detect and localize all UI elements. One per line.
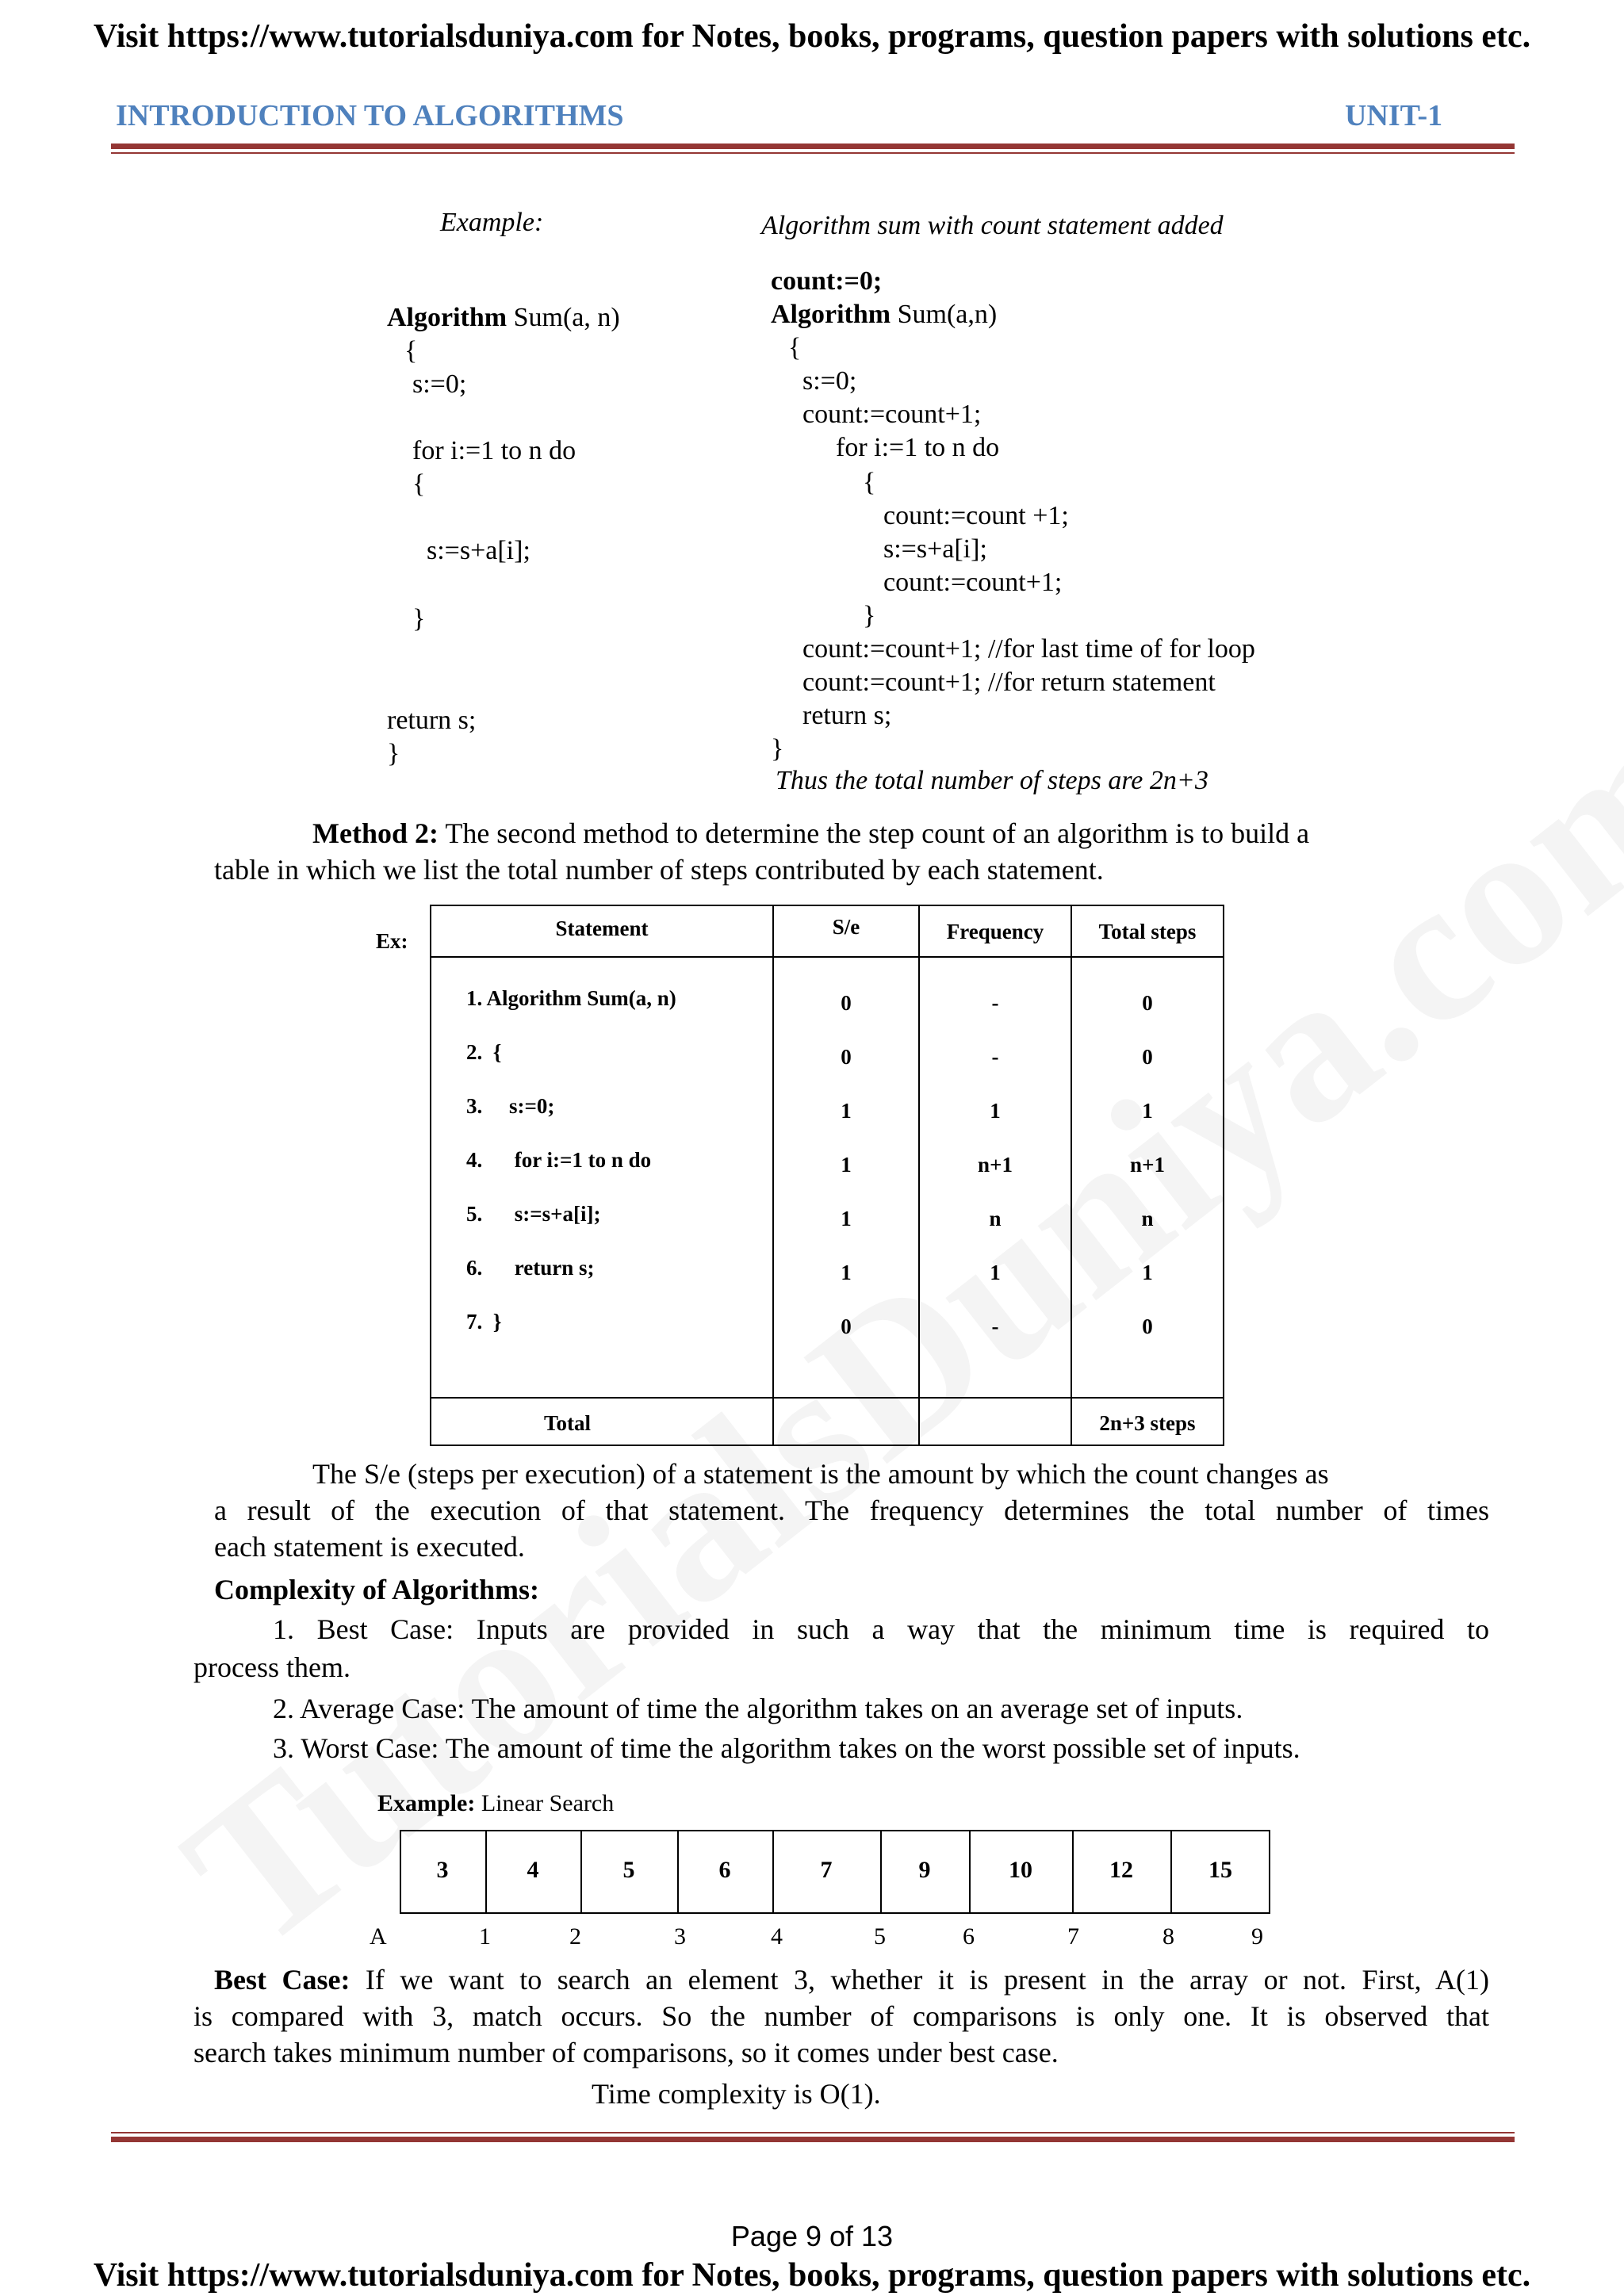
right-code-line-7: count:=count +1; xyxy=(883,501,1069,530)
table-row-statement: 4. for i:=1 to n do xyxy=(466,1148,652,1172)
table-row-total: 1 xyxy=(1142,1099,1153,1123)
array-index-label: 3 xyxy=(674,1923,686,1950)
array-index-label: 6 xyxy=(963,1923,975,1950)
right-code-line-6: { xyxy=(863,468,876,497)
left-code-line-4: for i:=1 to n do xyxy=(412,436,576,465)
table-row-total: 1 xyxy=(1142,1261,1153,1284)
array-cell-value: 12 xyxy=(1109,1857,1133,1883)
complexity-item-1-line-2: process them. xyxy=(193,1651,350,1683)
se-para-line-2: a result of the execution of that statement. The frequency determines the total number of times xyxy=(214,1494,1489,1526)
footer-rule xyxy=(111,2137,1515,2142)
array-index-label: 8 xyxy=(1162,1923,1174,1950)
complexity-heading: Complexity of Algorithms: xyxy=(214,1574,539,1605)
example-caption: Algorithm sum with count statement added xyxy=(761,211,1224,240)
table-header-statement: Statement xyxy=(555,916,649,940)
top-banner[interactable]: Visit https://www.tutorialsduniya.com for Notes, books, programs, question papers with solutions etc. xyxy=(93,18,1531,55)
array-name: A xyxy=(370,1923,387,1950)
table-row-se: 0 xyxy=(841,1045,852,1069)
array-index-label: 9 xyxy=(1251,1923,1263,1950)
left-code-line-8: return s; xyxy=(387,706,477,735)
complexity-item-2: 2. Average Case: The amount of time the algorithm takes on an average set of inputs. xyxy=(273,1693,1243,1724)
table-row-freq: n+1 xyxy=(978,1153,1013,1177)
array-cell-value: 9 xyxy=(918,1857,931,1883)
right-code-line-2: { xyxy=(788,333,802,362)
right-code-line-13: return s; xyxy=(802,701,892,730)
table-row-freq: - xyxy=(991,1045,999,1069)
table-row-freq: n xyxy=(989,1207,1002,1230)
bottom-banner[interactable]: Visit https://www.tutorialsduniya.com for Notes, books, programs, question papers with solutions etc. xyxy=(93,2257,1531,2294)
steps-summary: Thus the total number of steps are 2n+3 xyxy=(776,766,1208,795)
right-code-line-14: } xyxy=(771,734,784,763)
table-ex-label: Ex: xyxy=(376,929,408,953)
table-total-label: Total xyxy=(544,1411,592,1435)
table-total-line xyxy=(430,1397,1224,1399)
table-row-total: n xyxy=(1141,1207,1154,1230)
best-case-line-1: Best Case: If we want to search an element 3, whether it is present in the array or not. First, A(1) xyxy=(214,1964,1489,1996)
se-para-line-1: The S/e (steps per execution) of a statement is the amount by which the count changes as xyxy=(312,1458,1329,1490)
complexity-item-3: 3. Worst Case: The amount of time the algorithm takes on the worst possible set of inputs. xyxy=(273,1732,1300,1764)
left-code-line-1: Algorithm Sum(a, n) xyxy=(387,303,620,332)
array-cell-value: 7 xyxy=(820,1857,833,1883)
table-header-total: Total steps xyxy=(1098,920,1197,943)
header-rule-thin xyxy=(111,152,1515,154)
table-row-se: 1 xyxy=(841,1207,852,1230)
array-cell-value: 6 xyxy=(718,1857,731,1883)
best-case-line-3: search takes minimum number of comparisons, so it comes under best case. xyxy=(193,2037,1059,2068)
array-index-label: 4 xyxy=(771,1923,783,1950)
complexity-item-1-line-1: 1. Best Case: Inputs are provided in such a way that the minimum time is required to xyxy=(273,1613,1489,1645)
table-row-se: 0 xyxy=(841,1314,852,1338)
table-row-freq: - xyxy=(991,991,999,1015)
table-row-statement: 7. } xyxy=(466,1310,502,1334)
table-row-statement: 2. { xyxy=(466,1040,502,1064)
array-index-label: 5 xyxy=(874,1923,886,1950)
array-cell-value: 4 xyxy=(527,1857,539,1883)
array-index-label: 2 xyxy=(569,1923,581,1950)
array-cell-value: 5 xyxy=(622,1857,635,1883)
array-index-label: 7 xyxy=(1067,1923,1079,1950)
table-row-statement: 3. s:=0; xyxy=(466,1094,555,1118)
right-code-line-0: count:=0; xyxy=(771,266,883,296)
table-row-freq: 1 xyxy=(990,1261,1001,1284)
table-row-total: 0 xyxy=(1142,991,1153,1015)
page-number: Page 9 of 13 xyxy=(730,2220,894,2252)
method2-line-1: Method 2: The second method to determine the step count of an algorithm is to build a xyxy=(312,817,1310,849)
table-row-freq: - xyxy=(991,1314,999,1338)
array-index-label: 1 xyxy=(479,1923,491,1950)
table-row-se: 1 xyxy=(841,1261,852,1284)
table-row-statement: 6. return s; xyxy=(466,1256,595,1280)
right-code-line-12: count:=count+1; //for return statement xyxy=(802,668,1216,697)
right-code-line-11: count:=count+1; //for last time of for loop xyxy=(802,634,1255,664)
method2-line-2: table in which we list the total number of steps contributed by each statement. xyxy=(214,854,1104,886)
left-code-line-5: { xyxy=(412,469,426,499)
linear-search-caption: Example: Linear Search xyxy=(377,1790,615,1816)
table-row-freq: 1 xyxy=(990,1099,1001,1123)
table-row-statement: 1. Algorithm Sum(a, n) xyxy=(466,986,676,1010)
left-code-line-7: } xyxy=(412,604,426,633)
table-row-se: 0 xyxy=(841,991,852,1015)
footer-rule-thin xyxy=(111,2132,1515,2133)
table-header-frequency: Frequency xyxy=(946,920,1044,943)
left-code-line-2: { xyxy=(404,336,418,365)
right-code-line-4: count:=count+1; xyxy=(802,400,982,429)
left-code-line-6: s:=s+a[i]; xyxy=(427,536,530,565)
table-row-se: 1 xyxy=(841,1153,852,1177)
right-code-line-8: s:=s+a[i]; xyxy=(883,534,987,564)
right-code-line-10: } xyxy=(863,601,876,630)
table-row-total: 0 xyxy=(1142,1045,1153,1069)
header-title: INTRODUCTION TO ALGORITHMS xyxy=(116,99,624,132)
table-row-se: 1 xyxy=(841,1099,852,1123)
table-row-statement: 5. s:=s+a[i]; xyxy=(466,1202,601,1226)
table-total-value: 2n+3 steps xyxy=(1099,1411,1196,1435)
left-code-line-3: s:=0; xyxy=(412,369,467,399)
array-cell-value: 10 xyxy=(1009,1857,1032,1883)
se-para-line-3: each statement is executed. xyxy=(214,1531,525,1563)
example-label: Example: xyxy=(440,208,544,237)
right-code-line-9: count:=count+1; xyxy=(883,568,1063,597)
table-header-se: S/e xyxy=(832,915,860,939)
table-row-total: 0 xyxy=(1142,1314,1153,1338)
array-cell-value: 15 xyxy=(1208,1857,1232,1883)
header-rule xyxy=(111,144,1515,149)
array-cell-value: 3 xyxy=(436,1857,449,1883)
right-code-line-3: s:=0; xyxy=(802,366,857,396)
best-case-complexity: Time complexity is O(1). xyxy=(592,2078,881,2110)
left-code-line-9: } xyxy=(387,739,400,768)
table-row-total: n+1 xyxy=(1130,1153,1165,1177)
best-case-line-2: is compared with 3, match occurs. So the number of comparisons is only one. It is observed that xyxy=(193,2000,1489,2032)
right-code-line-5: for i:=1 to n do xyxy=(836,433,1000,462)
header-unit: UNIT-1 xyxy=(1345,99,1443,132)
right-code-line-1: Algorithm Sum(a,n) xyxy=(771,300,998,329)
table-header-line xyxy=(430,956,1224,958)
